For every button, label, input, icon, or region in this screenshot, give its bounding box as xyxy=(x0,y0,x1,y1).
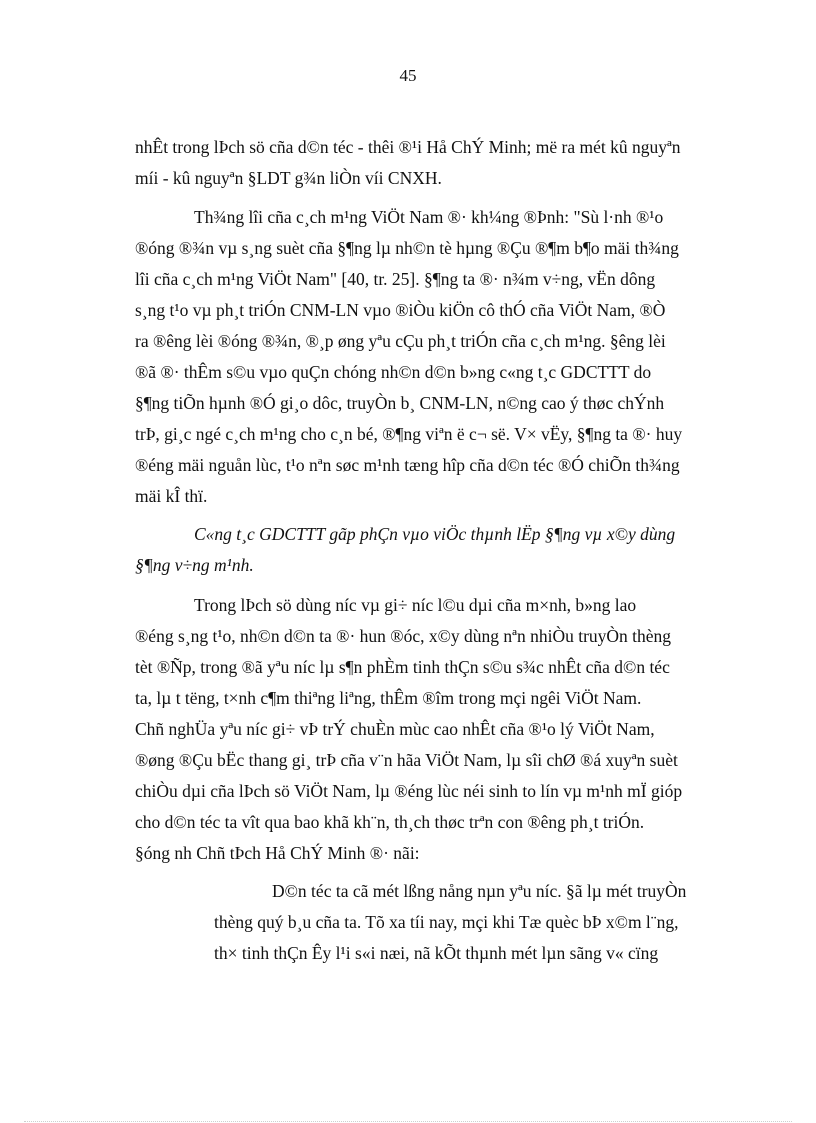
text-line: ra ®êng lèi ®óng ®¾n, ®¸p øng yªu cÇu ph¸t triÓn cña c¸ch m¹ng. §êng lèi xyxy=(135,331,666,351)
quote-line: thèng quý b¸u cña ta. Tõ xa tíi nay, mçi khi Tæ quèc bÞ x©m l¨ng, xyxy=(214,912,679,932)
text-line: cho d©n téc ta vît qua bao khã kh¨n, th¸ch thøc trªn con ®êng ph¸t triÓn. xyxy=(135,812,645,832)
text-line: s¸ng t¹o vµ ph¸t triÓn CNM-LN vµo ®iÒu kiÖn cô thÓ cña ViÖt Nam, ®Ò xyxy=(135,300,666,320)
text-line: §óng nh Chñ tÞch Hå ChÝ Minh ®· nãi: xyxy=(135,843,420,863)
text-line: ®øng ®Çu bËc thang gi¸ trÞ cña v¨n hãa ViÖt Nam, lµ sîi chØ ®á xuyªn suèt xyxy=(135,750,678,770)
text-line: míi - kû nguyªn §LDT g¾n liÒn víi CNXH. xyxy=(135,168,442,188)
text-line: ta, lµ t tëng, t×nh c¶m thiªng liªng, thÊm ®îm trong mçi ngêi ViÖt Nam. xyxy=(135,688,642,708)
text-line: Chñ nghÜa yªu níc gi÷ vÞ trÝ chuÈn mùc cao nhÊt cña ®¹o lý ViÖt Nam, xyxy=(135,719,655,739)
text-line: mäi kÎ thï. xyxy=(135,486,208,506)
text-line: chiÒu dµi cña lÞch sö ViÖt Nam, lµ ®éng lùc néi sinh to lín vµ m¹nh mÏ gióp xyxy=(135,781,683,801)
page-number: 45 xyxy=(399,66,417,85)
text-line: ®óng ®¾n vµ s¸ng suèt cña §¶ng lµ nh©n tè hµng ®Çu ®¶m b¶o mäi th¾ng xyxy=(135,238,679,258)
text-line: Trong lÞch sö dùng níc vµ gi÷ níc l©u dµi cña m×nh, b»ng lao xyxy=(194,595,637,615)
text-line: trÞ, gi¸c ngé c¸ch m¹ng cho c¸n bé, ®¶ng viªn ë c¬ së. V× vËy, §¶ng ta ®· huy xyxy=(135,424,683,444)
text-line: lîi cña c¸ch m¹ng ViÖt Nam" [40, tr. 25]. §¶ng ta ®· n¾m v÷ng, vËn dông xyxy=(135,269,656,289)
section-heading: §¶ng v÷ng m¹nh. xyxy=(135,555,254,575)
text-line: ®ã ®· thÊm s©u vµo quÇn chóng nh©n d©n b»ng c«ng t¸c GDCTTT do xyxy=(135,362,652,382)
quote-line: th× tinh thÇn Êy l¹i s«i næi, nã kÕt thµnh mét lµn sãng v« cïng xyxy=(214,943,659,963)
quote-line: D©n téc ta cã mét lßng nång nµn yªu níc. §ã lµ mét truyÒn xyxy=(272,881,687,901)
text-line: Th¾ng lîi cña c¸ch m¹ng ViÖt Nam ®· kh¼ng ®Þnh: "Sù l·nh ®¹o xyxy=(194,207,664,227)
section-heading: C«ng t¸c GDCTTT gãp phÇn vµo viÖc thµnh lËp §¶ng vµ x©y dùng xyxy=(194,524,676,544)
text-line: nhÊt trong lÞch sö cña d©n téc - thêi ®¹i Hå ChÝ Minh; më ra mét kû nguyªn xyxy=(135,137,681,157)
text-line: ®éng s¸ng t¹o, nh©n d©n ta ®· hun ®óc, x©y dùng nªn nhiÒu truyÒn thèng xyxy=(135,626,672,646)
text-line: ®éng mäi nguån lùc, t¹o nªn søc m¹nh tæng hîp cña d©n téc ®Ó chiÕn th¾ng xyxy=(135,455,680,475)
text-line: §¶ng tiÕn hµnh ®Ó gi¸o dôc, truyÒn b¸ CNM-LN, n©ng cao ý thøc chÝnh xyxy=(135,393,665,413)
text-line: tèt ®Ñp, trong ®ã yªu níc lµ s¶n phÈm tinh thÇn s©u s¾c nhÊt cña d©n téc xyxy=(135,657,670,677)
page-bottom-divider xyxy=(24,1121,792,1122)
